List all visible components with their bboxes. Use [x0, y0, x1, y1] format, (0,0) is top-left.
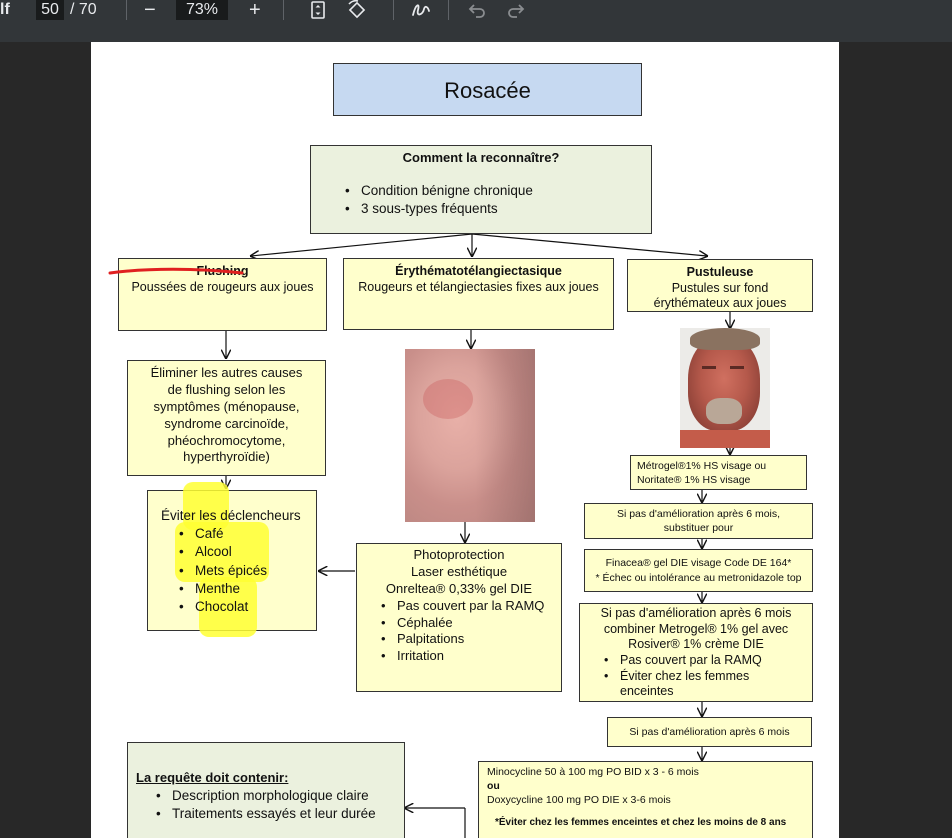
red-pen-annotation	[107, 264, 247, 278]
triggers-title: Éviter les déclencheurs	[161, 508, 301, 523]
triggers-list	[175, 525, 317, 616]
page-title: Rosacée	[333, 63, 642, 116]
list-item: • Alcool	[175, 543, 317, 561]
pdf-toolbar	[0, 0, 952, 42]
list-item: • Condition bénigne chronique	[341, 182, 641, 200]
list-item: • Traitements essayés et leur durée	[152, 805, 396, 823]
erythemato-desc: Rougeurs et télangiectasies fixes aux joues	[358, 279, 599, 294]
request-list	[152, 787, 396, 823]
after-six-months-box: Si pas d'amélioration après 6 mois	[607, 717, 812, 747]
eliminate-line: symptômes (ménopause,	[153, 398, 300, 414]
combine-line: Rosiver® 1% crème DIE	[628, 637, 764, 652]
photoprotection-line: Laser esthétique	[410, 563, 508, 579]
page-total: / 70	[70, 1, 97, 18]
undo-icon[interactable]	[466, 0, 488, 20]
fit-page-icon[interactable]	[308, 0, 328, 20]
substitute-box	[584, 503, 813, 539]
substitute-line: substituer pour	[663, 521, 734, 534]
file-name-fragment: lf	[0, 1, 10, 18]
eliminate-box	[127, 360, 326, 476]
erythemato-title: Érythématotélangiectasique	[395, 264, 562, 278]
eliminate-line: Éliminer les autres causes	[150, 365, 303, 380]
request-box	[127, 742, 405, 838]
list-item: • Menthe	[175, 580, 317, 598]
combine-list	[600, 653, 806, 700]
face-photo	[680, 328, 770, 448]
photoprotection-list	[377, 598, 555, 666]
minocycline-line: Doxycycline 100 mg PO DIE x 3-6 mois	[487, 794, 671, 807]
list-item: • Pas couvert par la RAMQ	[600, 653, 806, 669]
rotate-icon[interactable]	[345, 0, 369, 20]
minocycline-box	[478, 761, 813, 838]
recognize-box	[310, 145, 652, 234]
combine-box	[579, 603, 813, 702]
metrogel-line: Noritate® 1% HS visage	[637, 473, 751, 486]
photoprotection-box	[356, 543, 562, 692]
eliminate-line: syndrome carcinoïde,	[164, 415, 289, 431]
list-item: • Palpitations	[377, 631, 555, 648]
page-number-input[interactable]: 50	[36, 0, 64, 20]
recognize-title: Comment la reconnaître?	[402, 150, 560, 165]
zoom-level-input[interactable]: 73%	[176, 0, 228, 20]
pustuleuse-title: Pustuleuse	[686, 265, 754, 279]
toolbar-divider	[283, 0, 284, 20]
substitute-line: Si pas d'amélioration après 6 mois,	[616, 508, 781, 520]
zoom-out-button[interactable]: −	[144, 0, 156, 21]
eliminate-line: phéochromocytome,	[167, 432, 286, 448]
list-item: • Irritation	[377, 648, 555, 665]
recognize-list	[341, 182, 641, 218]
list-item: • Chocolat	[175, 598, 317, 616]
combine-line: Si pas d'amélioration après 6 mois	[600, 606, 792, 620]
list-item: • Mets épicés	[175, 562, 317, 580]
cheek-photo	[405, 349, 535, 522]
toolbar-divider	[126, 0, 127, 20]
pustuleuse-desc-1: Pustules sur fond	[671, 280, 769, 295]
finacea-line: * Échec ou intolérance au metronidazole top	[595, 571, 802, 584]
list-item: • Description morphologique claire	[152, 787, 396, 805]
finacea-box	[584, 549, 813, 592]
combine-line: combiner Metrogel® 1% gel avec	[603, 621, 789, 636]
zoom-in-button[interactable]: +	[249, 0, 261, 21]
photoprotection-line: Onreltea® 0,33% gel DIE	[385, 580, 533, 596]
list-item: • Pas couvert par la RAMQ	[377, 598, 555, 615]
metrogel-line: Métrogel®1% HS visage ou	[637, 460, 767, 472]
list-item: • Éviter chez les femmes enceintes	[600, 669, 806, 700]
eliminate-line: hyperthyroïdie)	[183, 449, 270, 465]
eliminate-line: de flushing selon les	[167, 381, 286, 397]
flushing-title: Flushing	[196, 264, 249, 278]
redo-icon[interactable]	[505, 0, 527, 20]
list-item: • Céphalée	[377, 615, 555, 632]
metrogel-box	[630, 455, 807, 490]
draw-icon[interactable]	[410, 0, 432, 20]
toolbar-divider	[393, 0, 394, 20]
pdf-page	[91, 42, 839, 838]
photoprotection-line: Photoprotection	[413, 547, 505, 562]
toolbar-divider	[448, 0, 449, 20]
finacea-line: Finacea® gel DIE visage Code DE 164*	[605, 557, 792, 569]
minocycline-or: ou	[487, 780, 500, 793]
erythemato-box	[343, 258, 614, 330]
list-item: • Café	[175, 525, 317, 543]
minocycline-line: Minocycline 50 à 100 mg PO BID x 3 - 6 mois	[487, 766, 699, 778]
minocycline-note: *Éviter chez les femmes enceintes et chez les moins de 8 ans	[495, 816, 787, 828]
request-title: La requête doit contenir:	[136, 770, 289, 785]
flushing-desc: Poussées de rougeurs aux joues	[131, 279, 314, 294]
pustuleuse-box	[627, 259, 813, 312]
pustuleuse-desc-2: érythémateux aux joues	[653, 296, 787, 311]
triggers-content	[147, 490, 317, 631]
list-item: • 3 sous-types fréquents	[341, 200, 641, 218]
